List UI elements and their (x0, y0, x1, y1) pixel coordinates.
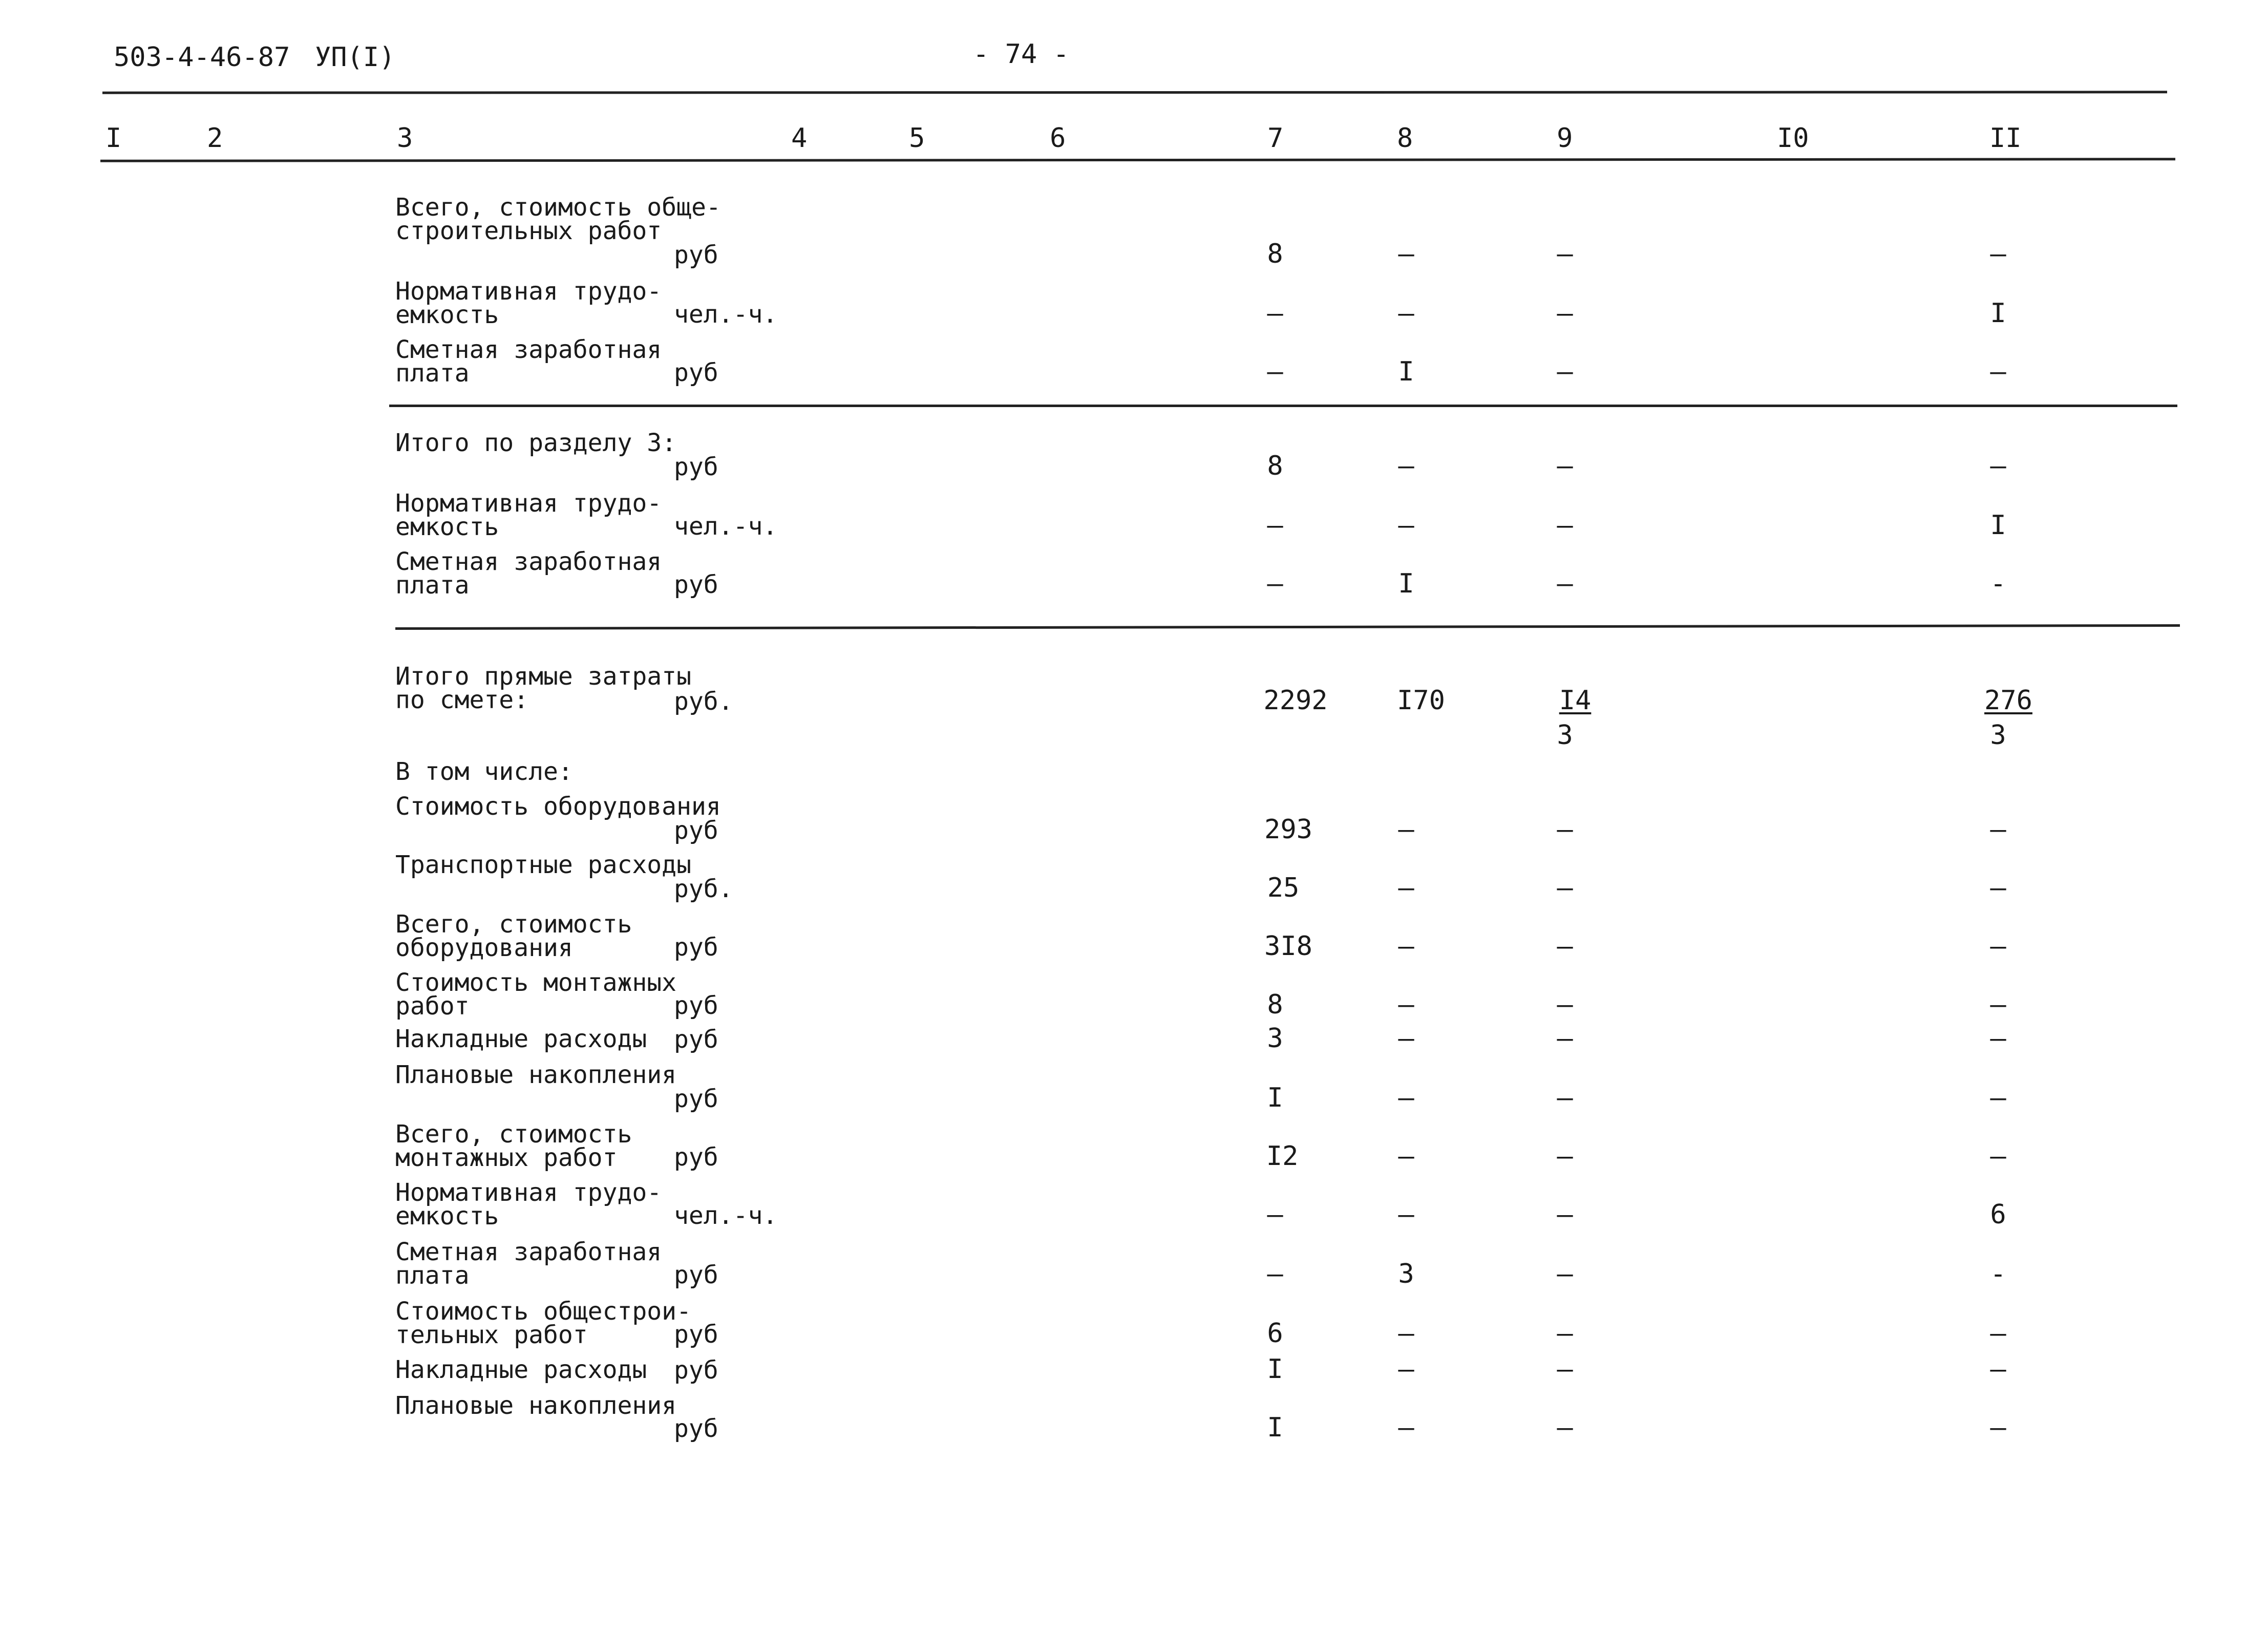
value-col7: 3I8 (1264, 931, 1312, 962)
page-number: - 74 - (973, 39, 1069, 70)
table-header-rule (100, 158, 2175, 162)
value-col9: – (1557, 1083, 1573, 1113)
value-col9: – (1557, 931, 1573, 962)
column-number-2: 2 (207, 123, 223, 154)
subsection-label: В том числе: (395, 757, 573, 786)
column-number-7: 7 (1267, 123, 1284, 154)
value-col8: I (1398, 356, 1414, 387)
value-col7: 8 (1267, 451, 1283, 481)
row-label: Стоимость общестрои- тельных работ (395, 1297, 691, 1349)
column-number-8: 8 (1397, 123, 1413, 154)
row-label: Сметная заработная плата (395, 1238, 662, 1290)
value-col9: – (1557, 1354, 1573, 1385)
table-top-rule (102, 91, 2167, 94)
row-unit: чел.-ч. (674, 512, 778, 541)
value-col9: – (1557, 451, 1573, 481)
row-unit: чел.-ч. (674, 1201, 778, 1230)
column-number-10: I0 (1777, 123, 1809, 154)
row-unit: руб (674, 358, 718, 387)
value-col11: – (1990, 451, 2006, 481)
row-unit: руб (674, 1261, 718, 1289)
row-unit: руб (674, 816, 718, 845)
value-col8: I (1398, 568, 1414, 599)
value-col7: – (1267, 298, 1283, 329)
row-label: Итого прямые затраты по смете: (395, 662, 691, 714)
value-col11: – (1990, 931, 2006, 962)
value-col11: – (1990, 989, 2006, 1020)
value-col8: – (1398, 1318, 1414, 1349)
row-label: Транспортные расходы (395, 851, 691, 879)
row-unit: руб (674, 1356, 718, 1385)
value-col11: – (1990, 1141, 2006, 1172)
value-col9: – (1557, 568, 1573, 599)
section-divider-rule (395, 624, 2180, 630)
value-col9-denominator: 3 (1557, 720, 1573, 751)
row-unit: руб (674, 453, 718, 481)
section-divider-rule (389, 405, 2177, 407)
column-number-4: 4 (791, 123, 808, 154)
row-unit: чел.-ч. (674, 300, 778, 329)
row-label: Нормативная трудо- емкость (395, 489, 662, 541)
row-label: Накладные расходы (395, 1355, 647, 1384)
value-col7: 8 (1267, 239, 1283, 269)
value-col9: – (1557, 1318, 1573, 1349)
value-col9: – (1557, 239, 1573, 269)
value-col8: – (1398, 298, 1414, 329)
value-col11-numerator: 276 (1984, 685, 2032, 716)
value-col9: – (1557, 1412, 1573, 1443)
value-col7: – (1267, 356, 1283, 387)
column-number-6: 6 (1050, 123, 1066, 154)
row-label: Плановые накопления (395, 1061, 677, 1089)
row-unit: руб (674, 1320, 718, 1349)
value-col11: – (1990, 814, 2006, 845)
value-col7: I (1267, 1354, 1283, 1385)
value-col11: I (1990, 510, 2006, 541)
value-col9: – (1557, 873, 1573, 903)
value-col8: – (1398, 510, 1414, 541)
value-col8: – (1398, 1083, 1414, 1113)
row-label: Накладные расходы (395, 1025, 647, 1053)
row-label: Всего, стоимость монтажных работ (395, 1120, 632, 1172)
value-col7: 8 (1267, 989, 1283, 1020)
value-col8: – (1398, 931, 1414, 962)
column-number-5: 5 (909, 123, 925, 154)
value-col9: – (1557, 1023, 1573, 1054)
value-col7: I2 (1266, 1141, 1299, 1172)
value-col7: – (1267, 1259, 1283, 1289)
value-col9: – (1557, 1199, 1573, 1230)
value-col8: I70 (1397, 685, 1445, 716)
row-unit: руб (674, 1414, 718, 1443)
value-col11: – (1990, 873, 2006, 903)
value-col9: – (1557, 510, 1573, 541)
value-col11: – (1990, 1412, 2006, 1443)
value-col11: I (1990, 298, 2006, 329)
column-number-11: II (1989, 123, 2022, 154)
value-col9: – (1557, 814, 1573, 845)
row-label: Всего, стоимость обще- строительных работ (395, 193, 721, 245)
column-number-9: 9 (1557, 123, 1573, 154)
value-col8: – (1398, 239, 1414, 269)
value-col7: I (1267, 1412, 1283, 1443)
value-col7: 3 (1267, 1023, 1283, 1054)
value-col8: – (1398, 1023, 1414, 1054)
value-col8: – (1398, 873, 1414, 903)
row-unit: руб. (674, 875, 733, 903)
value-col11: – (1990, 356, 2006, 387)
row-label: Плановые накопления (395, 1391, 677, 1420)
row-unit: руб (674, 933, 718, 962)
value-col11: – (1990, 1023, 2006, 1054)
row-unit: руб. (674, 687, 733, 716)
value-col8: – (1398, 451, 1414, 481)
row-label: Итого по разделу 3: (395, 429, 677, 457)
row-label: Всего, стоимость оборудования (395, 910, 632, 962)
value-col9: – (1557, 1141, 1573, 1172)
value-col8: – (1398, 1354, 1414, 1385)
row-unit: руб (674, 1085, 718, 1113)
row-label: Нормативная трудо- емкость (395, 1178, 662, 1231)
value-col9: – (1557, 298, 1573, 329)
row-unit: руб (674, 241, 718, 269)
value-col7: 2292 (1263, 685, 1328, 716)
value-col11: 6 (1990, 1199, 2006, 1230)
value-col7: – (1267, 510, 1283, 541)
value-col11: – (1990, 1354, 2006, 1385)
document-code: 503-4-46-87 (114, 42, 290, 73)
value-col7: 25 (1267, 873, 1300, 903)
value-col11-denominator: 3 (1990, 720, 2006, 751)
row-label: Сметная заработная плата (395, 547, 662, 600)
value-col8: – (1398, 1199, 1414, 1230)
column-number-1: I (105, 123, 122, 154)
value-col9: – (1557, 356, 1573, 387)
row-unit: руб (674, 1025, 718, 1054)
value-col8: – (1398, 989, 1414, 1020)
value-col11: – (1990, 1318, 2006, 1349)
value-col9-numerator: I4 (1559, 685, 1592, 716)
value-col11: – (1990, 1083, 2006, 1113)
value-col11: – (1990, 239, 2006, 269)
value-col8: 3 (1398, 1259, 1414, 1289)
row-unit: руб (674, 991, 718, 1020)
value-col7: – (1267, 1199, 1283, 1230)
section-code: УП(I) (315, 42, 395, 73)
value-col11: - (1990, 1259, 2006, 1289)
row-label: Сметная заработная плата (395, 335, 662, 388)
value-col11: - (1990, 568, 2006, 599)
value-col7: I (1267, 1083, 1283, 1113)
value-col9: – (1557, 989, 1573, 1020)
row-label: Стоимость оборудования (395, 792, 721, 821)
row-unit: руб (674, 570, 718, 599)
row-label: Нормативная трудо- емкость (395, 277, 662, 329)
row-unit: руб (674, 1143, 718, 1172)
value-col8: – (1398, 1412, 1414, 1443)
value-col8: – (1398, 1141, 1414, 1172)
value-col8: – (1398, 814, 1414, 845)
row-label: Стоимость монтажных работ (395, 968, 677, 1021)
column-number-3: 3 (397, 123, 413, 154)
value-col7: – (1267, 568, 1283, 599)
value-col7: 6 (1267, 1318, 1283, 1349)
value-col7: 293 (1264, 814, 1312, 845)
value-col9: – (1557, 1259, 1573, 1289)
